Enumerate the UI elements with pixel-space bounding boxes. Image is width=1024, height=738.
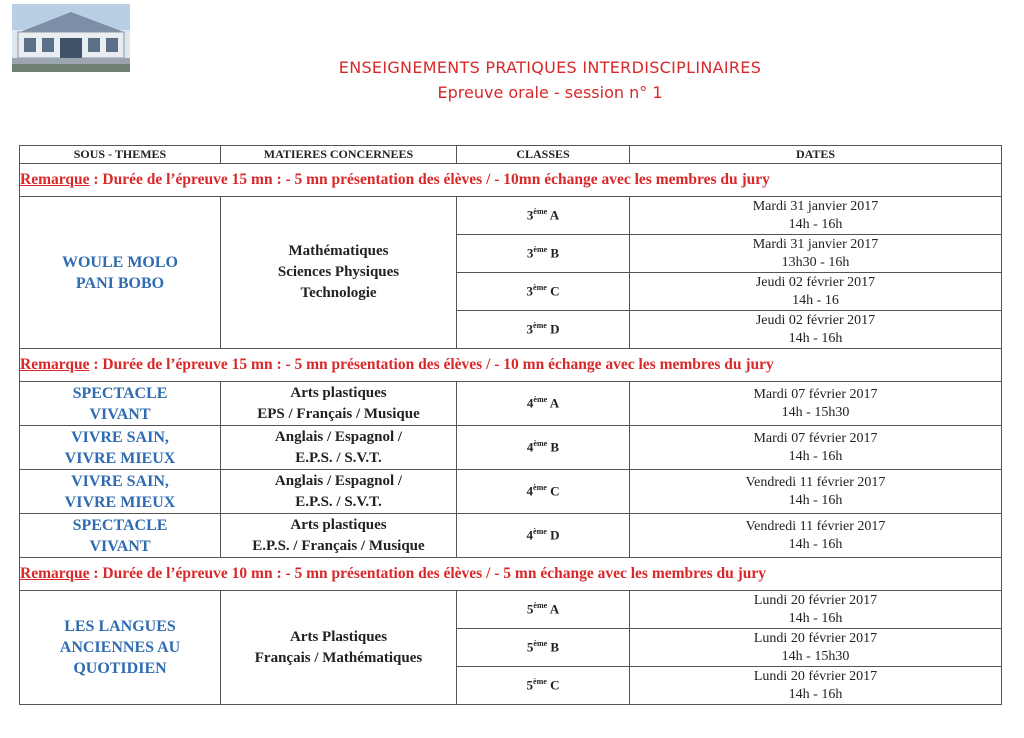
date-cell	[630, 667, 1002, 705]
theme-line: LES LANGUES	[64, 618, 176, 635]
theme-line: QUOTIDIEN	[73, 660, 167, 677]
matiere-cell	[221, 514, 457, 558]
theme-line: VIVRE MIEUX	[64, 493, 176, 511]
time-text: 14h - 16h	[788, 448, 843, 464]
class-cell	[457, 311, 630, 349]
theme-cell	[20, 591, 221, 705]
class-letter: B	[550, 639, 560, 655]
class-level: 5	[526, 677, 534, 693]
matiere-cell	[221, 382, 457, 426]
class-cell	[457, 426, 630, 470]
class-cell	[457, 470, 630, 514]
date-text: Lundi 20 février 2017	[753, 668, 878, 684]
theme-line: PANI BOBO	[75, 274, 165, 292]
date-text: Mardi 31 janvier 2017	[752, 198, 879, 214]
date-text: Mardi 07 février 2017	[753, 386, 878, 402]
class-suffix: ème	[533, 207, 548, 217]
class-suffix: ème	[533, 283, 547, 293]
column-header-matieres: MATIERES CONCERNEES	[221, 146, 457, 164]
table-row	[20, 197, 1002, 235]
time-text: 14h - 16h	[788, 330, 843, 346]
page-subtitle: Epreuve orale - session n° 1	[437, 83, 663, 102]
date-text: Lundi 20 février 2017	[753, 630, 878, 646]
date-cell	[630, 197, 1002, 235]
remark	[20, 349, 1002, 382]
theme-line: VIVANT	[89, 537, 151, 555]
remark-text: : Durée de l’épreuve 15 mn : - 5 mn présentation des élèves / - 10mn échange avec les membres du jury	[89, 171, 770, 188]
matiere-line: E.P.S. / Français / Musique	[252, 537, 425, 554]
column-header-classes: CLASSES	[457, 146, 630, 164]
class-level: 3	[526, 245, 534, 261]
remark	[20, 164, 1002, 197]
table-row	[20, 382, 1002, 426]
class-cell	[457, 197, 630, 235]
date-text: Lundi 20 février 2017	[753, 592, 878, 608]
class-suffix: ème	[533, 395, 548, 405]
theme-cell	[20, 382, 221, 426]
date-text: Mardi 31 janvier 2017	[752, 236, 879, 252]
remark-label: Remarque	[20, 356, 90, 373]
class-suffix: ème	[533, 527, 547, 537]
date-text: Jeudi 02 février 2017	[755, 312, 876, 328]
column-header-themes: SOUS - THEMES	[20, 146, 221, 164]
theme-cell	[20, 514, 221, 558]
table-row	[20, 470, 1002, 514]
class-letter: B	[550, 245, 560, 261]
date-text: Vendredi 11 février 2017	[745, 474, 886, 490]
matiere-cell	[221, 197, 457, 349]
theme-line: SPECTACLE	[72, 384, 168, 402]
theme-line: SPECTACLE	[72, 516, 168, 534]
class-level: 4	[526, 439, 534, 455]
class-level: 5	[526, 639, 534, 655]
time-text: 14h - 16h	[788, 686, 843, 702]
class-cell	[457, 235, 630, 273]
column-header-dates: DATES	[630, 146, 1002, 164]
class-level: 3	[526, 321, 534, 337]
class-level: 3	[526, 207, 534, 223]
date-cell	[630, 514, 1002, 558]
date-cell	[630, 629, 1002, 667]
date-text: Vendredi 11 février 2017	[745, 518, 886, 534]
matiere-line: Technologie	[300, 285, 377, 301]
time-text: 14h - 15h30	[781, 648, 850, 664]
time-text: 13h30 - 16h	[781, 254, 850, 270]
remark-label: Remarque	[20, 565, 90, 582]
matiere-line: Anglais / Espagnol /	[274, 428, 403, 445]
class-suffix: ème	[533, 439, 548, 449]
remark	[20, 558, 1002, 591]
date-cell	[630, 382, 1002, 426]
class-suffix: ème	[533, 677, 547, 687]
time-text: 14h - 16h	[788, 216, 843, 232]
class-level: 4	[526, 483, 534, 499]
matiere-line: E.P.S. / S.V.T.	[295, 449, 382, 466]
theme-line: VIVRE SAIN,	[71, 428, 169, 446]
theme-line: VIVRE SAIN,	[71, 472, 169, 490]
class-cell	[457, 514, 630, 558]
class-suffix: ème	[533, 245, 548, 255]
date-cell	[630, 470, 1002, 514]
matiere-line: Anglais / Espagnol /	[274, 472, 403, 489]
class-letter: A	[549, 601, 560, 617]
class-letter: D	[550, 321, 560, 337]
theme-cell	[20, 426, 221, 470]
theme-cell	[20, 470, 221, 514]
remark-label: Remarque	[20, 171, 90, 188]
class-cell	[457, 629, 630, 667]
matiere-line: Sciences Physiques	[277, 264, 400, 280]
class-letter: C	[550, 483, 560, 499]
table-row	[20, 514, 1002, 558]
remark-text: : Durée de l’épreuve 15 mn : - 5 mn présentation des élèves / - 10 mn échange avec les membres du jury	[89, 356, 774, 373]
page-header	[0, 58, 1024, 102]
class-cell	[457, 382, 630, 426]
matiere-line: Français / Mathématiques	[254, 649, 423, 666]
time-text: 14h - 16h	[788, 610, 843, 626]
remark-row	[20, 349, 1002, 382]
matiere-line: Arts plastiques	[290, 384, 387, 401]
class-letter: A	[549, 395, 560, 411]
matiere-line: Mathématiques	[288, 243, 389, 259]
class-letter: C	[550, 283, 560, 299]
table-row	[20, 591, 1002, 629]
remark-row	[20, 558, 1002, 591]
theme-line: VIVANT	[89, 405, 151, 423]
time-text: 14h - 16h	[788, 536, 843, 552]
class-suffix: ème	[533, 321, 547, 331]
theme-line: VIVRE MIEUX	[64, 449, 176, 467]
remark-row	[20, 164, 1002, 197]
table-row	[20, 426, 1002, 470]
class-level: 3	[526, 283, 534, 299]
date-cell	[630, 426, 1002, 470]
matiere-cell	[221, 470, 457, 514]
time-text: 14h - 15h30	[781, 404, 850, 420]
matiere-line: EPS / Français / Musique	[257, 405, 420, 422]
date-text: Jeudi 02 février 2017	[755, 274, 876, 290]
theme-cell	[20, 197, 221, 349]
matiere-cell	[221, 426, 457, 470]
class-cell	[457, 667, 630, 705]
matiere-line: Arts plastiques	[290, 516, 387, 533]
exam-schedule-table	[19, 145, 1002, 705]
class-letter: D	[550, 527, 560, 543]
time-text: 14h - 16h	[788, 492, 843, 508]
class-cell	[457, 273, 630, 311]
remark-text: : Durée de l’épreuve 10 mn : - 5 mn présentation des élèves / - 5 mn échange avec les membres du jury	[89, 565, 767, 582]
class-cell	[457, 591, 630, 629]
class-letter: C	[550, 677, 560, 693]
date-text: Mardi 07 février 2017	[753, 430, 878, 446]
class-suffix: ème	[533, 601, 548, 611]
date-cell	[630, 311, 1002, 349]
class-suffix: ème	[533, 483, 547, 493]
matiere-cell	[221, 591, 457, 705]
table-header-row	[20, 146, 1002, 164]
class-letter: A	[549, 207, 560, 223]
class-letter: B	[550, 439, 560, 455]
class-level: 4	[526, 395, 534, 411]
theme-line: ANCIENNES AU	[59, 639, 181, 656]
matiere-line: Arts Plastiques	[289, 628, 388, 645]
page-title: ENSEIGNEMENTS PRATIQUES INTERDISCIPLINAIRES	[338, 58, 762, 77]
class-level: 5	[526, 601, 534, 617]
class-level: 4	[526, 527, 534, 543]
date-cell	[630, 591, 1002, 629]
time-text: 14h - 16	[792, 292, 839, 308]
date-cell	[630, 273, 1002, 311]
theme-line: WOULE MOLO	[61, 253, 178, 271]
date-cell	[630, 235, 1002, 273]
class-suffix: ème	[533, 639, 548, 649]
matiere-line: E.P.S. / S.V.T.	[295, 493, 382, 510]
